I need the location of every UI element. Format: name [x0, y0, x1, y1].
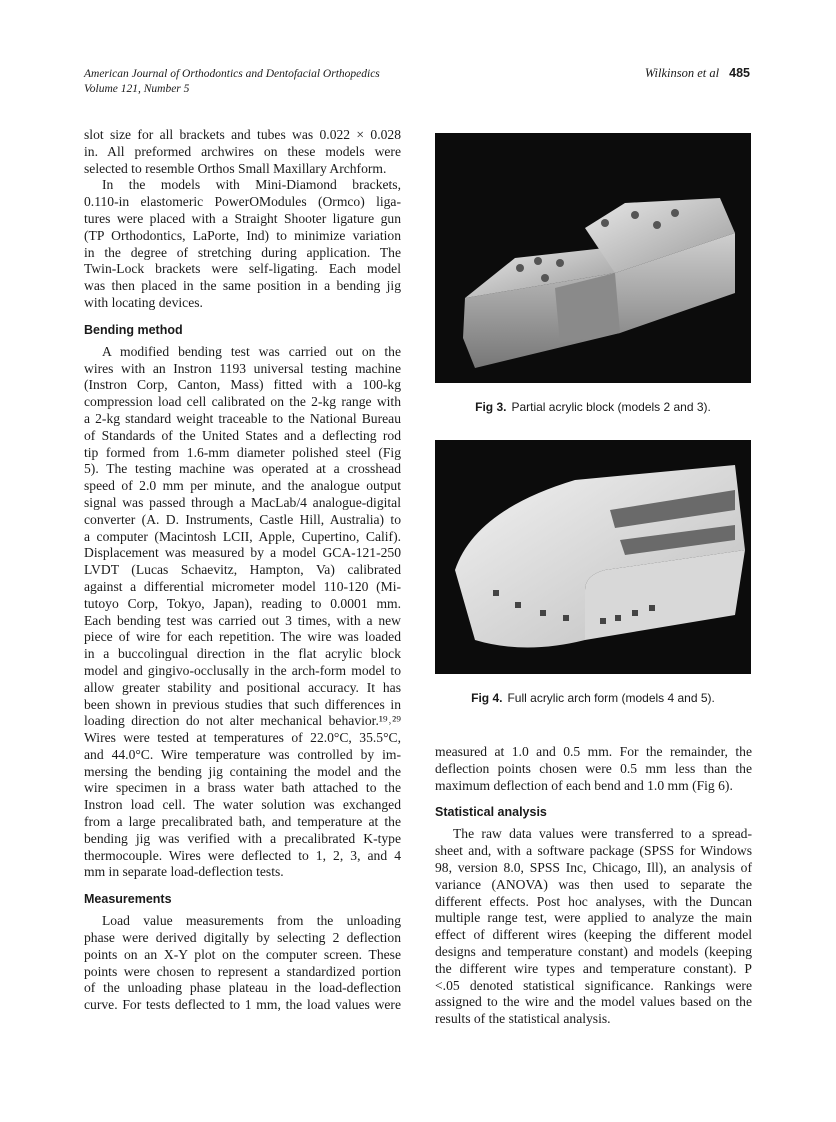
text-line: 0.110-in elastomeric PowerOModules (Ormco) liga- — [84, 194, 401, 210]
text-line: slot size for all brackets and tubes was 0.022 × 0.028 — [84, 127, 401, 142]
journal-volume: Volume 121, Number 5 — [84, 83, 190, 95]
page-number: 485 — [729, 66, 750, 80]
text-line: Wires were tested at temperatures of 22.0°C, 35.5°C, — [84, 730, 401, 746]
text-line: been shown in previous studies that such differences in — [84, 696, 401, 712]
text-line: mm in separate load-deflection tests. — [84, 864, 284, 880]
paragraph — [84, 913, 401, 1014]
text-line: designs and temperature constant) and models (keeping — [435, 943, 752, 959]
text-line: Instron load cell. The water solution was exchanged — [84, 797, 401, 813]
text-line: tip formed from 1.6-mm diameter polished steel (Fig — [84, 444, 401, 460]
text-line: curve. For tests deflected to 1 mm, the load values were — [84, 997, 401, 1013]
text-line: compression load cell calibrated on the 2-kg range with — [84, 394, 401, 410]
figure-3-photo — [435, 133, 751, 383]
text-line: speed of 2.0 mm per minute, and the analogue output — [84, 478, 401, 494]
text-line: thermocouple. Wires were deflected to 1, 2, 3, and 4 — [84, 847, 401, 863]
figure-4-caption — [435, 691, 751, 705]
text-line: mersing the bending jig containing the model and the — [84, 763, 401, 779]
text-line: (Instron Corp, Canton, Mass) fitted with a 100-kg — [84, 377, 401, 393]
text-line: 5). The testing machine was operated at a crosshead — [84, 461, 401, 477]
text-line: tutoyo Corp, Tokyo, Japan), reading to 0.0001 mm. — [84, 595, 401, 611]
text-line: in the degree of stretching during application. The — [84, 244, 401, 260]
figure-4-text: Full acrylic arch form (models 4 and 5). — [507, 691, 715, 705]
text-line: A modified bending test was carried out on the — [102, 343, 401, 359]
text-line: wires with an Instron 1193 universal testing machine — [84, 360, 401, 376]
section-heading: Bending method — [84, 322, 183, 337]
text-line: signal was passed through a MacLab/4 analogue-digital — [84, 494, 401, 510]
text-line: a computer (Macintosh LCII, Apple, Cupertino, Calif). — [84, 528, 401, 544]
running-header — [84, 67, 380, 97]
figure-3-text: Partial acrylic block (models 2 and 3). — [511, 400, 711, 414]
text-line: (TP Orthodontics, LaPorte, Ind) to minimize variation — [84, 227, 401, 243]
text-line: phase were derived digitally by selecting 2 deflection — [84, 930, 401, 946]
text-line: in a buccolingual direction in the flat acrylic block — [84, 646, 401, 662]
text-line: converter (A. D. Instruments, Castle Hill, Australia) to — [84, 511, 401, 527]
text-line: assigned to the wire and the model values based on the — [435, 994, 752, 1010]
right-column — [435, 744, 752, 1028]
figure-3-label: Fig 3. — [475, 400, 507, 414]
text-line: in. All preformed archwires on these models were — [84, 143, 401, 159]
text-line: The raw data values were transferred to a spread- — [453, 826, 752, 842]
section-heading: Measurements — [84, 892, 172, 907]
text-line: with locating devices. — [84, 294, 203, 310]
figure-3-caption — [435, 400, 751, 414]
text-line: Load value measurements from the unloading — [102, 913, 401, 929]
authors: Wilkinson et al — [644, 66, 720, 80]
figure-4-label: Fig 4. — [471, 691, 503, 705]
text-line: wire specimen in a brass water bath attached to the — [84, 780, 401, 796]
text-line: sheet and, with a software package (SPSS for Windows — [435, 843, 752, 859]
text-line: loading direction do not alter mechanical behavior.¹⁹˒²⁹ — [84, 713, 401, 729]
text-line: Displacement was measured by a model GCA-121-250 — [84, 545, 401, 561]
text-line: different effects. Post hoc analyses, with the Duncan — [435, 893, 752, 909]
text-line: LVDT (Lucas Schaevitz, Hampton, Va) calibrated — [84, 562, 401, 578]
text-line: effect of different wires (keeping the different model — [435, 927, 752, 943]
text-line: bending jig was verified with a precalibrated K-type — [84, 830, 401, 846]
page-header-right — [645, 66, 750, 81]
text-line: In the models with Mini-Diamond brackets, — [102, 177, 401, 193]
text-line: of Standards of the United States and a deflecting rod — [84, 427, 401, 443]
text-line: against a differential micrometer model 110-120 (Mi- — [84, 578, 401, 594]
text-line: model and gingivo-occlusally in the arch-form model to — [84, 662, 401, 678]
text-line: from a large precalibrated bath, and temperature at the — [84, 814, 401, 830]
text-line: multiple range test, were applied to analyze the main — [435, 910, 752, 926]
text-line: maximum deflection of each bend and 1.0 mm (Fig 6). — [435, 777, 733, 793]
text-line: of the unloading phase plateau in the load-deflection — [84, 980, 401, 996]
paragraph — [435, 744, 752, 794]
text-line: and 44.0°C. Wire temperature was controlled by im- — [84, 746, 401, 762]
text-line: tures were placed with a Straight Shooter ligature gun — [84, 210, 401, 226]
figure-4-photo — [435, 440, 751, 674]
text-line: results of the statistical analysis. — [435, 1011, 611, 1027]
text-line: points were chosen to represent a standardized portion — [84, 963, 401, 979]
text-line: was then placed in the same position in a bending jig — [84, 278, 401, 294]
text-line: selected to resemble Orthos Small Maxillary Archform. — [84, 160, 387, 176]
text-line: 98, version 8.0, SPSS Inc, Chicago, Ill), an analysis of — [435, 859, 752, 875]
text-line: piece of wire for each repetition. The wire was loaded — [84, 629, 401, 645]
left-column — [84, 127, 401, 1014]
text-line: deflection points chosen were 0.5 mm less than the — [435, 760, 752, 776]
text-line: allow greater stability and positional accuracy. It has — [84, 679, 401, 695]
journal-name: American Journal of Orthodontics and Dentofacial Orthopedics — [84, 68, 380, 80]
section-heading: Statistical analysis — [435, 805, 547, 820]
text-line: Twin-Lock brackets were self-ligating. Each model — [84, 261, 401, 277]
paragraph — [84, 177, 401, 311]
text-line: points on an X-Y plot on the computer screen. These — [84, 946, 401, 962]
text-line: variance (ANOVA) was then used to separate the — [435, 876, 752, 892]
text-line: the different wire types and temperature constant). P — [435, 960, 752, 976]
paragraph — [84, 127, 401, 177]
text-line: measured at 1.0 and 0.5 mm. For the remainder, the — [435, 744, 752, 759]
text-line: <.05 denoted statistical significance. Rankings were — [435, 977, 752, 993]
text-line: Each bending test was carried out 3 times, with a new — [84, 612, 401, 628]
paragraph — [435, 826, 752, 1028]
text-line: a 2-kg standard weight traceable to the National Bureau — [84, 410, 401, 426]
paragraph — [84, 344, 401, 882]
